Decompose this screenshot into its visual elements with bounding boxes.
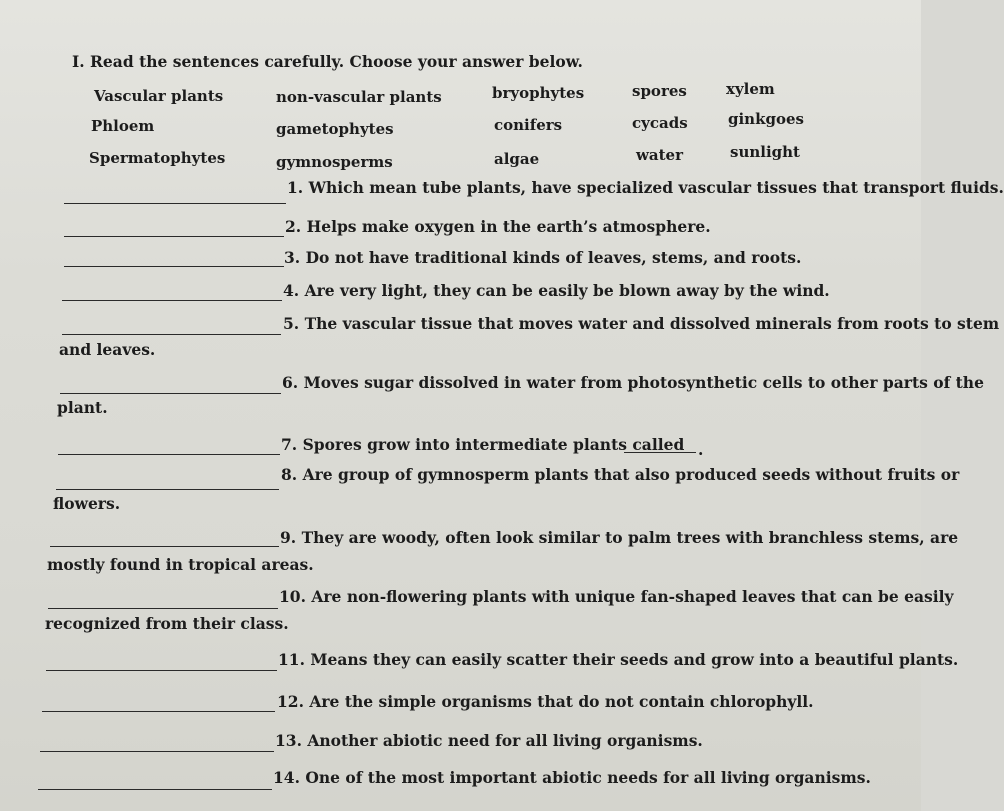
word-bank-item: non-vascular plants — [276, 88, 442, 106]
word-bank-item: Vascular plants — [94, 87, 224, 105]
word-bank-item: conifers — [494, 116, 563, 134]
question-9-continuation: mostly found in tropical areas. — [47, 555, 314, 574]
question-1: 1. Which mean tube plants, have specialized vascular tissues that transport fluids. — [287, 178, 1004, 197]
answer-blank-14[interactable] — [38, 789, 272, 790]
question-5: 5. The vascular tissue that moves water and dissolved minerals from roots to stem — [283, 314, 1000, 333]
question-10: 10. Are non-flowering plants with unique fan-shaped leaves that can be easily — [279, 587, 954, 606]
word-bank-item: sunlight — [730, 143, 800, 161]
question-6: 6. Moves sugar dissolved in water from photosynthetic cells to other parts of the — [282, 373, 984, 392]
answer-blank-8[interactable] — [56, 489, 279, 490]
question-12: 12. Are the simple organisms that do not contain chlorophyll. — [277, 692, 814, 711]
instruction-heading: I. Read the sentences carefully. Choose your answer below. — [72, 52, 583, 71]
answer-blank-2[interactable] — [64, 236, 284, 237]
word-bank-item: algae — [494, 150, 540, 168]
answer-blank-9[interactable] — [50, 546, 279, 547]
answer-blank-4[interactable] — [62, 300, 282, 301]
question-7-period: . — [698, 440, 704, 459]
question-3: 3. Do not have traditional kinds of leaves, stems, and roots. — [284, 248, 802, 267]
answer-blank-12[interactable] — [42, 711, 275, 712]
word-bank-item: ginkgoes — [728, 110, 804, 128]
word-bank-item: Phloem — [91, 117, 155, 135]
answer-blank-1[interactable] — [64, 203, 286, 204]
answer-blank-13[interactable] — [40, 751, 274, 752]
word-bank-item: spores — [632, 82, 687, 100]
answer-blank-3[interactable] — [64, 266, 284, 267]
question-7: 7. Spores grow into intermediate plants called — [281, 435, 685, 454]
question-11: 11. Means they can easily scatter their seeds and grow into a beautiful plants. — [278, 650, 959, 669]
answer-blank-7[interactable] — [58, 454, 280, 455]
word-bank-item: bryophytes — [492, 84, 585, 102]
answer-blank-5[interactable] — [62, 334, 281, 335]
word-bank-item: cycads — [632, 114, 688, 132]
question-10-continuation: recognized from their class. — [45, 614, 289, 633]
answer-blank-6[interactable] — [60, 393, 281, 394]
answer-blank-11[interactable] — [46, 670, 277, 671]
question-8: 8. Are group of gymnosperm plants that also produced seeds without fruits or — [281, 465, 960, 484]
answer-blank-10[interactable] — [48, 608, 278, 609]
question-6-continuation: plant. — [57, 398, 108, 417]
answer-blank-7-inline[interactable] — [624, 452, 696, 453]
word-bank-item: gametophytes — [276, 120, 394, 138]
question-5-continuation: and leaves. — [59, 340, 156, 359]
question-4: 4. Are very light, they can be easily be blown away by the wind. — [283, 281, 830, 300]
word-bank-item: water — [636, 146, 684, 164]
word-bank-item: xylem — [726, 80, 775, 98]
question-2: 2. Helps make oxygen in the earth’s atmosphere. — [285, 217, 711, 236]
question-8-continuation: flowers. — [53, 494, 121, 513]
question-13: 13. Another abiotic need for all living organisms. — [275, 731, 703, 750]
question-9: 9. They are woody, often look similar to palm trees with branchless stems, are — [280, 528, 959, 547]
question-14: 14. One of the most important abiotic needs for all living organisms. — [273, 768, 871, 787]
word-bank-item: gymnosperms — [276, 153, 393, 171]
word-bank-item: Spermatophytes — [89, 149, 226, 167]
